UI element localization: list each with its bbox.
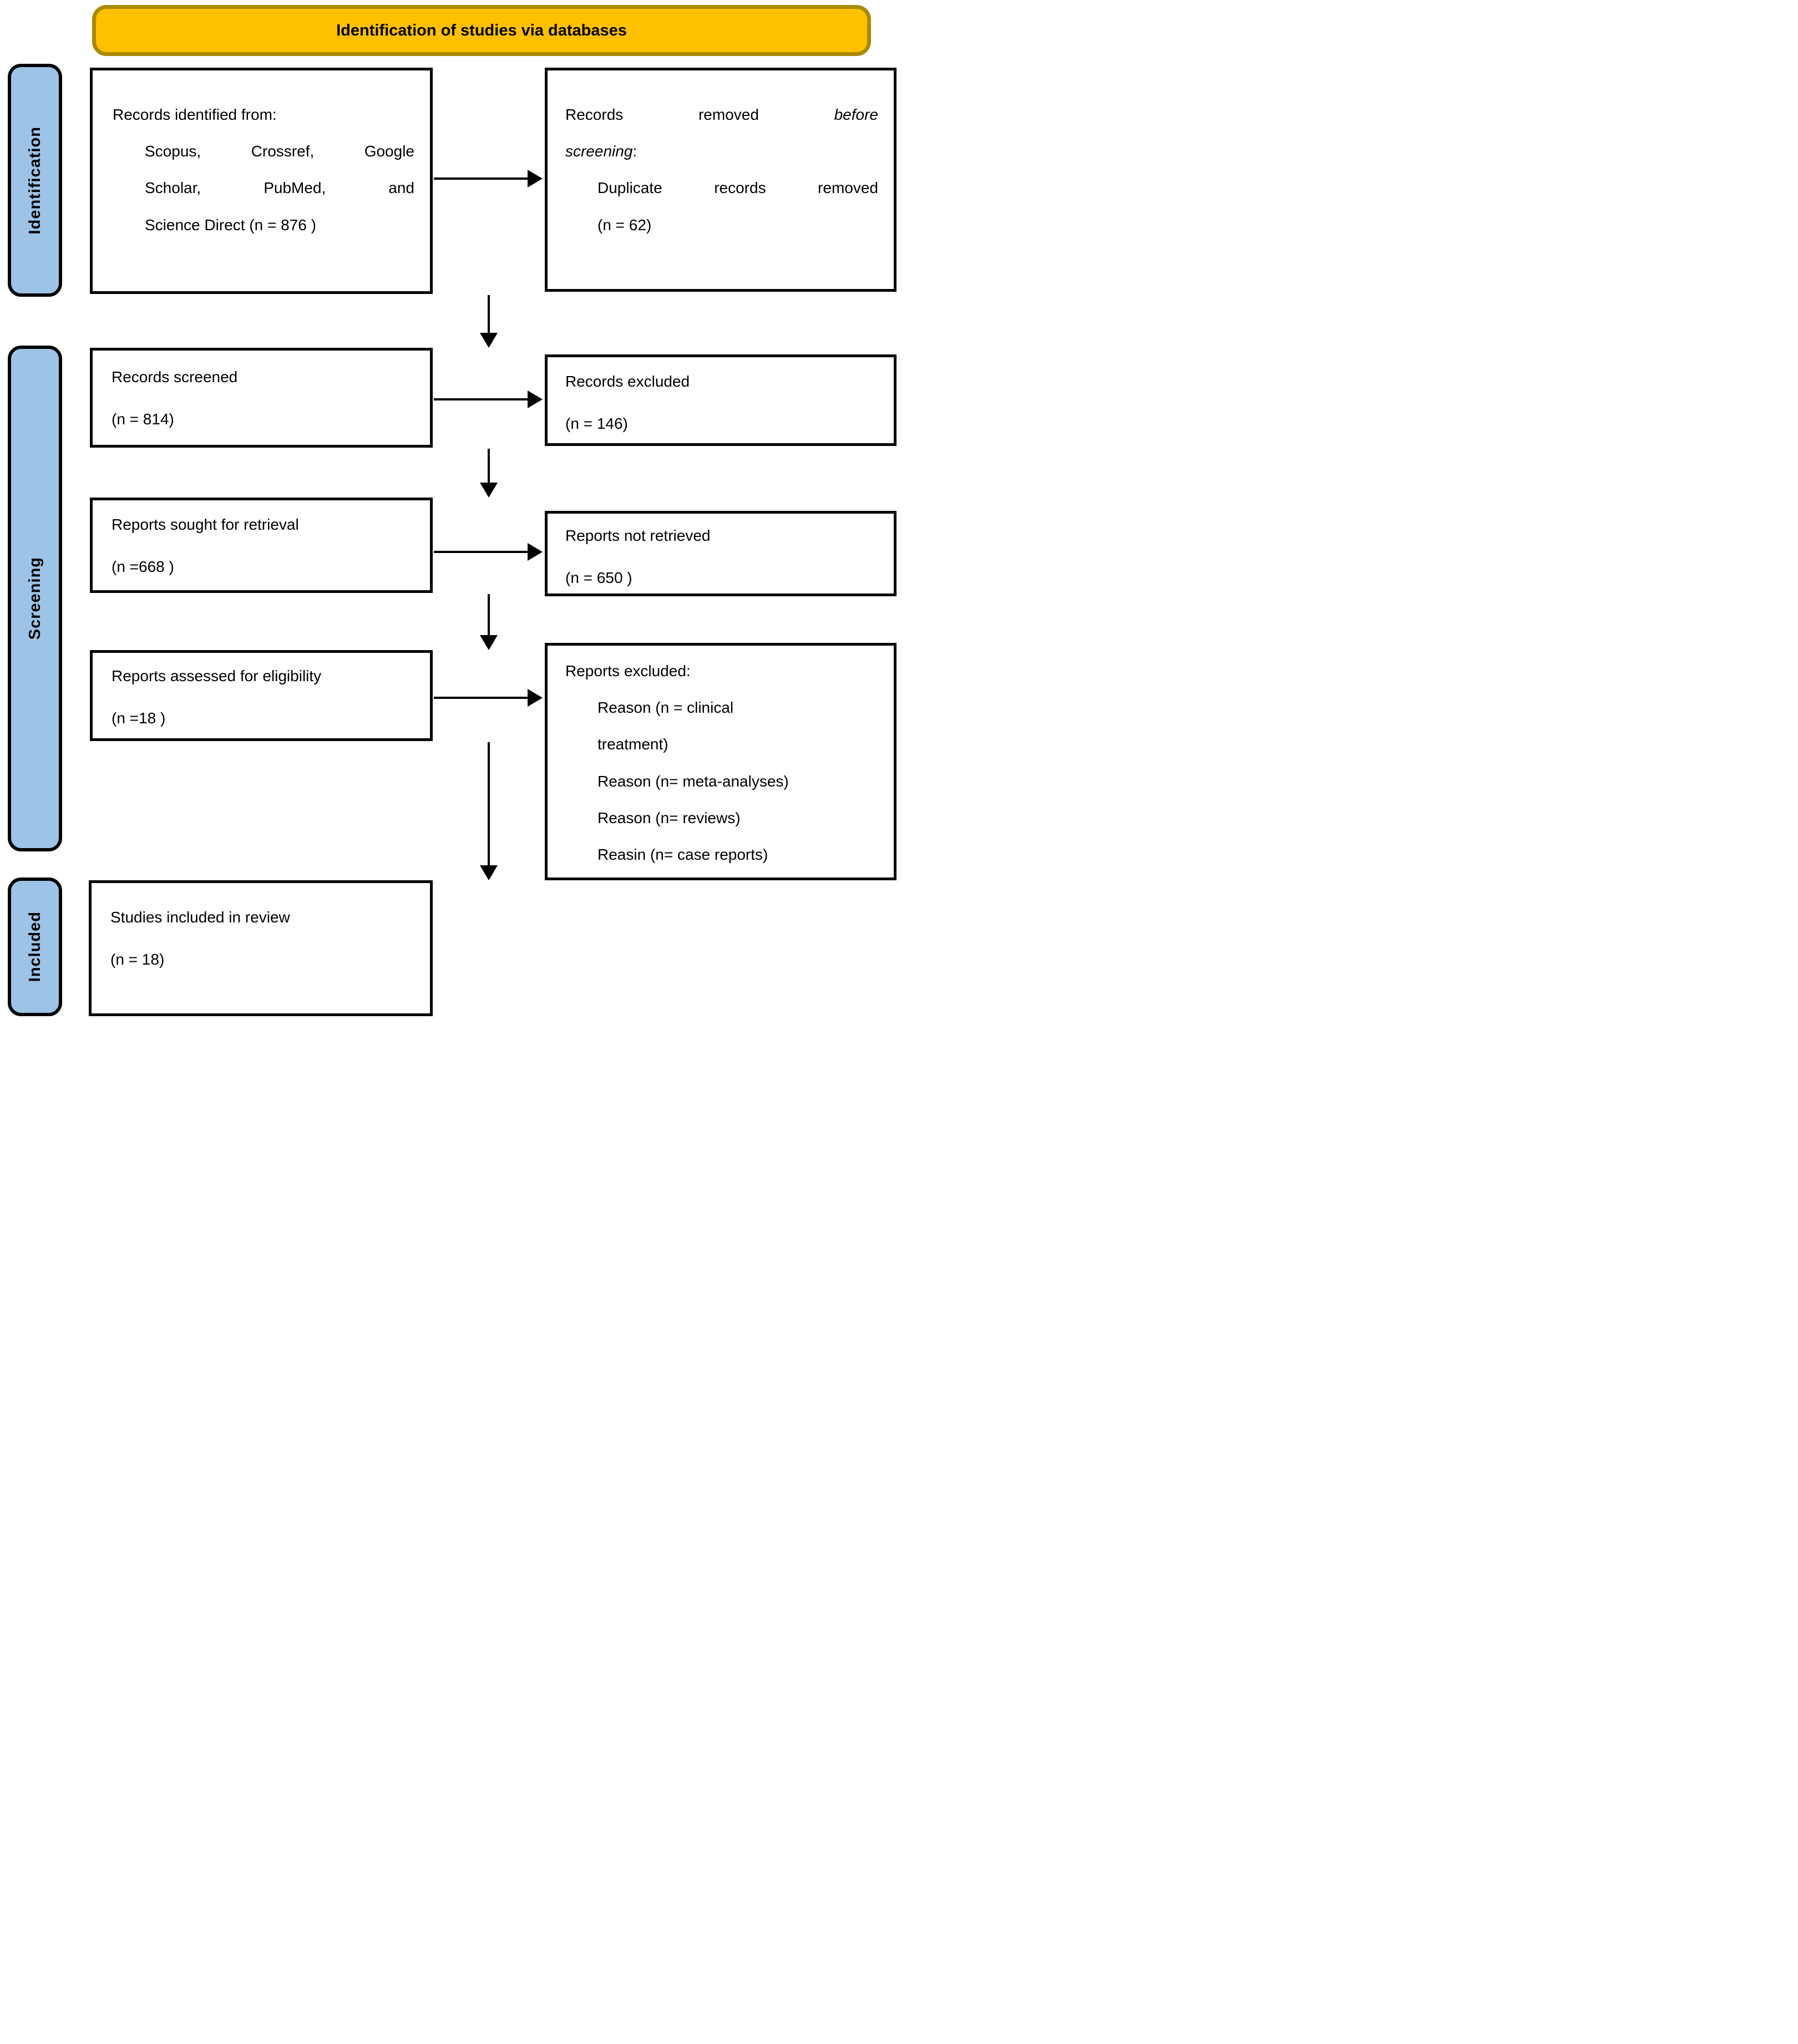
box-records-screened: [90, 348, 433, 448]
arrow-line-identified-to-removed: [434, 177, 529, 180]
reports-assessed-line: Reports assessed for eligibility: [112, 667, 322, 684]
exclusion-reason: Reason (n= reviews): [597, 809, 741, 826]
reports-not-retrieved-line: Reports not retrieved: [565, 527, 711, 544]
box-reports-assessed: [90, 650, 433, 741]
records-screened-line: Records screened: [112, 368, 238, 386]
records-excluded-count: (n = 146): [565, 415, 628, 433]
records-removed-line: (n = 62): [597, 216, 652, 234]
box-records-removed: [545, 68, 897, 292]
reports-sought-count: (n =668 ): [112, 558, 174, 576]
exclusion-reason: treatment): [597, 736, 668, 753]
box-reports-sought: [90, 498, 433, 593]
arrow-line-assessed-to-included: [488, 742, 490, 866]
stage-label-screening: Screening: [26, 557, 44, 640]
box-reports-excluded: [545, 643, 897, 880]
stage-bar-screening: [8, 346, 62, 851]
arrow-head-screened-to-excluded-icon: [528, 390, 543, 408]
banner-identification-via-databases: [92, 5, 871, 56]
arrow-head-identified-to-screened-icon: [480, 333, 498, 348]
arrow-head-assessed-to-included-icon: [480, 865, 498, 880]
records-identified-line: Scholar, PubMed, and: [145, 179, 414, 197]
arrow-line-screened-to-sought: [488, 449, 490, 483]
records-excluded-line: Records excluded: [565, 373, 690, 390]
box-records-identified: [90, 68, 433, 294]
box-records-excluded: [545, 354, 897, 446]
reports-assessed-count: (n =18 ): [112, 709, 166, 727]
records-screened-count: (n = 814): [112, 410, 174, 428]
stage-label-included: Included: [26, 911, 44, 982]
banner-title: Identification of studies via databases: [336, 21, 627, 39]
records-removed-title-line2: screening:: [565, 143, 637, 160]
records-removed-title-line1: Records removed before: [565, 106, 879, 123]
exclusion-reason: Reason (n= meta-analyses): [597, 772, 789, 790]
exclusion-reason: Reason (n = clinical: [597, 699, 734, 717]
records-removed-line: Duplicate records removed: [597, 179, 878, 197]
arrow-head-identified-to-removed-icon: [528, 170, 543, 187]
arrow-head-assessed-to-excluded-icon: [528, 689, 543, 707]
studies-included-count: (n = 18): [110, 951, 165, 968]
arrow-line-sought-to-not-retrieved: [434, 551, 529, 553]
reports-sought-line: Reports sought for retrieval: [112, 516, 299, 533]
stage-bar-included: [8, 878, 62, 1016]
records-identified-title: Records identified from:: [113, 106, 277, 123]
box-studies-included: [89, 880, 433, 1016]
arrow-head-sought-to-not-retrieved-icon: [528, 543, 543, 561]
stage-bar-identification: [8, 64, 62, 297]
prisma-flow-diagram: [0, 0, 899, 1022]
box-reports-not-retrieved: [545, 511, 897, 596]
records-identified-line: Science Direct (n = 876 ): [145, 216, 316, 234]
reports-not-retrieved-count: (n = 650 ): [565, 569, 632, 587]
records-identified-line: Scopus, Crossref, Google: [145, 143, 414, 160]
studies-included-line: Studies included in review: [110, 909, 290, 926]
arrow-line-screened-to-excluded: [434, 398, 529, 400]
arrow-line-assessed-to-excluded: [434, 697, 529, 699]
arrow-line-identified-to-screened: [488, 295, 490, 334]
stage-label-identification: Identification: [26, 126, 44, 235]
reports-excluded-title: Reports excluded:: [565, 662, 691, 679]
exclusion-reason: Reasin (n= case reports): [597, 845, 768, 863]
arrow-head-sought-to-assessed-icon: [480, 635, 498, 650]
arrow-line-sought-to-assessed: [488, 594, 490, 636]
arrow-head-screened-to-sought-icon: [480, 483, 498, 498]
